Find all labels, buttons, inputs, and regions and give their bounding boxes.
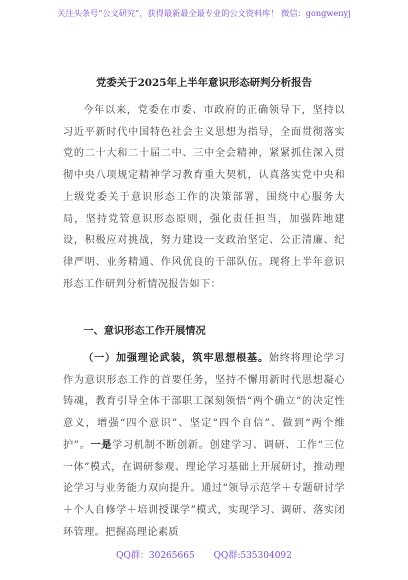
page-title: 党委关于2025年上半年意识形态研判分析报告 (96, 77, 312, 89)
subsection-text-1: 始终将理论学习作为意识形态工作的首要任务，坚持不懈用新时代思想凝心铸魂，教育引导全体干部职工深刻领悟“两个确立”的决定性意义，增强“四个意识”、坚定“四个自信”、做到“两个维护”。 (63, 353, 345, 451)
footer-contact (0, 548, 408, 561)
section-heading-1: 一、意识形态工作开展情况 (83, 325, 206, 337)
intro-paragraph: 今年以来，党委在市委、市政府的正确领导下，坚持以习近平新时代中国特色社会主义思想为指导，全面贯彻落实党的二十大和二十届二中、三中全会精神，紧紧抓住深入贯彻中央八项规定精神学习教育重大契机，认真落实党中央和上级党委关于意识形态工作的决策部署，围绕中心服务大局，坚持党管意识形态原则，强化责任担当，加强阵地建设，积极应对挑战，努力建设一支政治坚定、公正清廉、纪律严明、业务精通、作风优良的干部队伍。现将上半年意识形态工作研判分析情况报告如下： (63, 105, 345, 290)
top-banner: 关注头条号“公文研究”，获得最新最全最专业的公文资料库！ 微信：gongwenyj (57, 8, 351, 18)
footer-qq-group-2: QQ群:535304092 (213, 551, 292, 561)
subsection-paragraph-1 (63, 348, 345, 543)
subsection-emphasis: 一是 (90, 439, 113, 451)
subsection-lead: （一）加强理论武装，筑牢思想根基。 (83, 353, 269, 364)
subsection-text-2: 学习机制不断创新。创建学习、调研、工作“三位一体”模式，在调研参观、理论学习基础上开展研讨，推动理论学习与业务能力双向提升。通过“领导示范学＋专题研讨学＋个人自修学＋培训授课学”模式，实现学习、调研、落实闭环管理。把握高理论素质 (63, 439, 345, 538)
footer-qq-group-1: QQ群：30265665 (116, 551, 195, 561)
